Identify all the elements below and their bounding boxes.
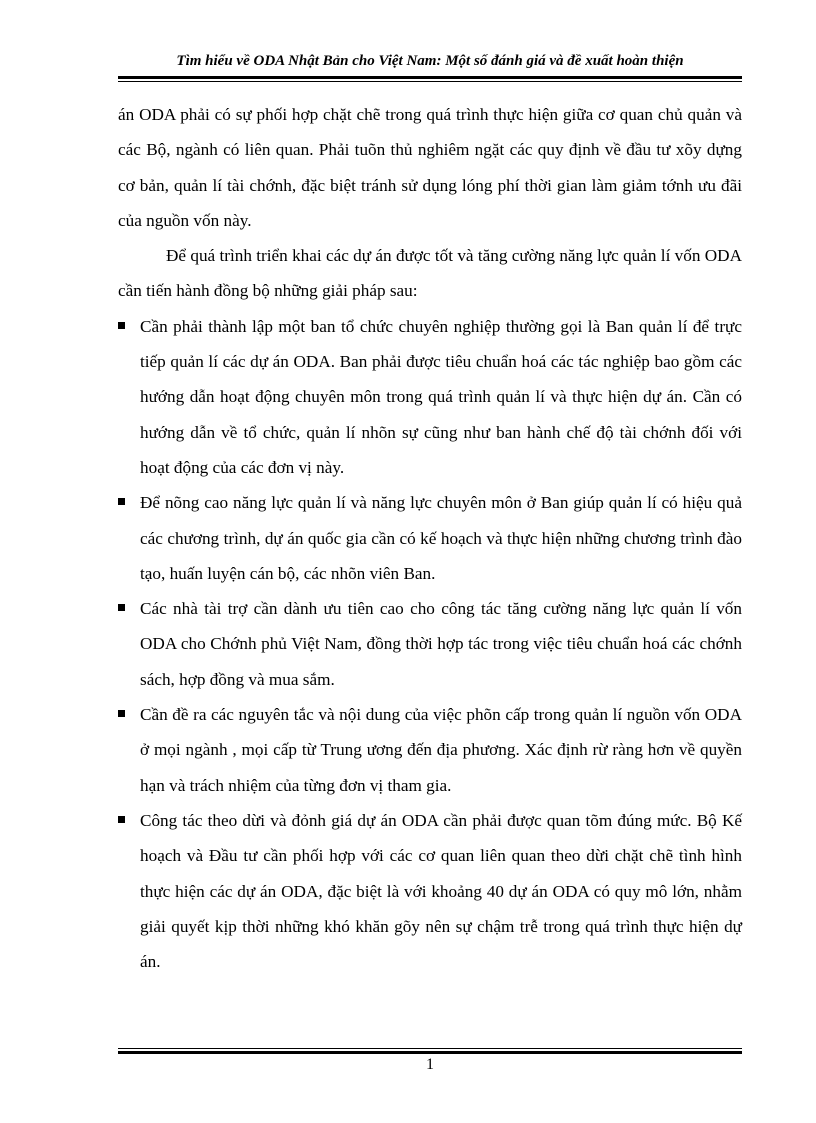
list-item [118,485,742,591]
bullet-icon [118,604,125,611]
bullet-icon [118,816,125,823]
list-item-text: Các nhà tài trợ cần dành ưu tiên cao cho công tác tăng cường năng lực quản lí vốn ODA cho Chớnh phủ Việt Nam, đồng thời hợp tác trong việc tiêu chuẩn hoá các chớnh sách, hợp đồng và mua sắm. [140,599,742,689]
list-item-text: Để nõng cao năng lực quản lí và năng lực chuyên môn ở Ban giúp quản lí có hiệu quả các chương trình, dự án quốc gia cần có kế hoạch và thực hiện những chương trình đào tạo, huấn luyện cán bộ, các nhõn viên Ban. [140,493,742,583]
running-header: Tìm hiểu về ODA Nhật Bản cho Việt Nam: Một số đánh giá và đề xuất hoàn thiện [176,53,684,69]
list-item-text: Cần đề ra các nguyên tắc và nội dung của việc phõn cấp trong quản lí nguồn vốn ODA ở mọi ngành , mọi cấp từ Trung ương đến địa phương. Xác định rừ ràng hơn về quyền hạn và trách nhiệm của từng đơn vị tham gia. [140,705,742,795]
list-item [118,309,742,485]
page-number: 1 [426,1056,434,1073]
list-item [118,697,742,803]
footer-rule [118,1048,742,1054]
header-rule [118,76,742,82]
document-body [118,97,742,979]
bullet-icon [118,322,125,329]
list-item [118,591,742,697]
bullet-icon [118,710,125,717]
paragraph: Để quá trình triển khai các dự án được tốt và tăng cường năng lực quản lí vốn ODA cần tiến hành đồng bộ những giải pháp sau: [118,246,742,301]
list-item-text: Cần phải thành lập một ban tổ chức chuyên nghiệp thường gọi là Ban quản lí để trực tiếp quản lí các dự án ODA. Ban phải được tiêu chuẩn hoá các tác nghiệp bao gồm các hướng dẫn hoạt động chuyên môn trong quá trình quản lí và thực hiện dự án. Cần có hướng dẫn về tổ chức, quản lí nhõn sự cũng như ban hành chế độ tài chớnh đối với hoạt động của các đơn vị này. [140,316,742,477]
list-item-text: Công tác theo dừi và đỏnh giá dự án ODA cần phải được quan tõm đúng mức. Bộ Kế hoạch và Đầu tư cần phối hợp với các cơ quan liên quan theo dừi chặt chẽ tình hình thực hiện các dự án ODA, đặc biệt là với khoảng 40 dự án ODA có quy mô lớn, nhằm giải quyết kịp thời những khó khăn gõy nên sự chậm trễ trong quá trình thực hiện dự án. [140,810,742,972]
list-item [118,803,742,979]
solution-list [118,309,742,980]
bullet-icon [118,498,125,505]
paragraph: án ODA phải có sự phối hợp chặt chẽ trong quá trình thực hiện giữa cơ quan chủ quản và các Bộ, ngành có liên quan. Phải tuõn thủ nghiêm ngặt các quy định về đầu tư xõy dựng cơ bản, quản lí tài chớnh, đặc biệt tránh sử dụng lóng phí thời gian làm giảm tớnh ưu đãi của nguồn vốn này. [118,105,742,230]
